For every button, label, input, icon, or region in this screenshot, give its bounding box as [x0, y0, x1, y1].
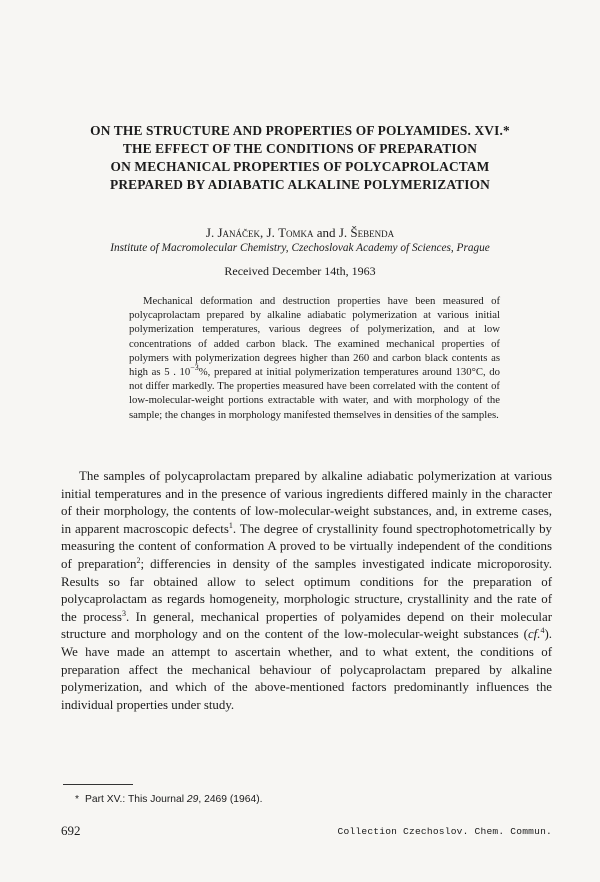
abstract: [129, 294, 500, 422]
abstract-paragraph: [129, 294, 500, 422]
title-line-2: THE EFFECT OF THE CONDITIONS OF PREPARATION: [122, 141, 478, 156]
reference-3: 3: [121, 608, 126, 618]
author-2-initial: J.: [266, 225, 279, 240]
author-2-surname: Tomka: [278, 225, 314, 240]
abstract-text-2: %, prepared at initial polymerization temperatures around 130°C, do not differ markedly. The properties measured have been correlated with the content of low-molecular-weight portions extractable with water, and with morphology of the sample; the changes in morphology manifested themselves in densities of the samples.: [129, 366, 500, 421]
institute-affiliation: Institute of Macromolecular Chemistry, Czechoslovak Academy of Sciences, Prague: [110, 242, 490, 254]
author-separator-1: ,: [260, 225, 267, 240]
body-text-2: . The degree of crystallinity found spectrophotometrically by measuring the content of conformation A proved to be virtually independent of the conditions of preparation: [61, 521, 552, 571]
author-1-initial: J.: [205, 225, 218, 240]
body-text-3: ; differencies in density of the samples investigated indicate microporosity. Results so far obtained allow to select optimum conditions for the preparation of polycaprolactam as regards homogeneity, morphologic structure, crystallinity and the rate of the process: [61, 556, 552, 624]
footnote-volume: 29: [186, 794, 199, 805]
body-text: [61, 468, 552, 714]
footnote-text-a: Part XV.: This Journal: [85, 794, 187, 805]
abstract-text-1: Mechanical deformation and destruction properties have been measured of polycaprolactam prepared by alkaline adiabatic polymerization at various initial polymerization temperatures, various degrees of polymerization, and at low concentrations of added carbon black. The examined mechanical properties of polymers with polymerization degrees higher than 260 and carbon black contents as high as 5 . 10: [129, 295, 500, 379]
title-line-1: ON THE STRUCTURE AND PROPERTIES OF POLYAMIDES. XVI.*: [90, 123, 510, 138]
page-number: 692: [61, 823, 81, 838]
body-text-1: The samples of polycaprolactam prepared by alkaline adiabatic polymerization at various initial temperatures and in the presence of various ingredients differed mainly in the character of their morphology, the contents of low-molecular-weight substances, and, in extreme cases, in apparent macroscopic defects: [61, 469, 552, 536]
author-1-surname: Janáček: [217, 225, 261, 240]
body-text-5: ). We have made an attempt to ascertain whether, and to what extent, the conditions of preparation affect the mechanical behaviour of polycaprolactam prepared by alkaline polymerization, and which of the above-mentioned factors predominantly influences the individual properties under study.: [61, 627, 552, 712]
author-separator-2: and: [313, 225, 339, 240]
footnote-text-b: , 2469 (1964).: [198, 794, 263, 805]
body-paragraph: [61, 468, 552, 714]
cf-abbreviation: cf.: [527, 627, 541, 642]
footnote: [75, 793, 535, 806]
author-3-surname: Šebenda: [350, 225, 395, 240]
reference-4: 4: [540, 626, 545, 636]
abstract-exponent: −3: [190, 363, 199, 373]
author-list: [60, 225, 540, 241]
title-line-4: PREPARED BY ADIABATIC ALKALINE POLYMERIZATION: [109, 177, 490, 192]
footnote-rule: [63, 784, 133, 785]
body-text-4: . In general, mechanical properties of polyamides depend on their molecular structure and morphology and on the content of the low-molecular-weight substances (: [61, 609, 552, 642]
received-date: Received December 14th, 1963: [224, 264, 376, 278]
journal-name: Collection Czechoslov. Chem. Commun.: [337, 826, 552, 837]
reference-1: 1: [228, 520, 233, 530]
title-line-3: ON MECHANICAL PROPERTIES OF POLYCAPROLACTAM: [110, 159, 490, 174]
paper-title: [60, 122, 540, 194]
reference-2: 2: [136, 555, 141, 565]
footnote-marker: *: [75, 794, 80, 805]
author-3-initial: J.: [338, 225, 351, 240]
